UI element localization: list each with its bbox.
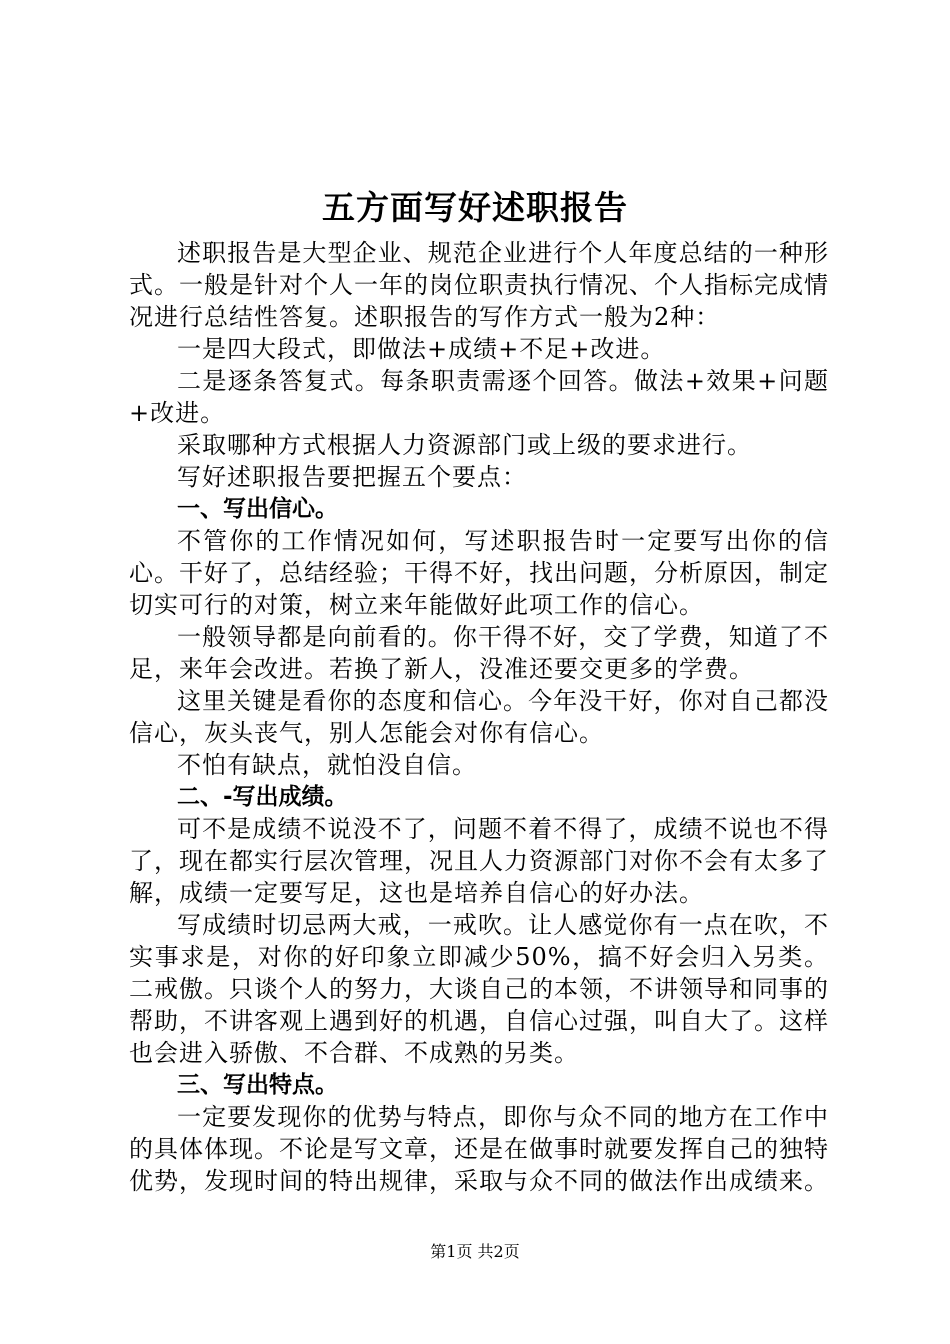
section-heading-confidence: 一、写出信心。: [177, 496, 338, 522]
paragraph-features-1: 一定要发现你的优势与特点，即你与众不同的地方在工作中的具体体现。不论是写文章，还是在做事时就要发挥自己的独特优势，发现时间的特出规律，采取与众不同的做法作出成绩来。: [129, 1103, 829, 1195]
paragraph-confidence-4: 不怕有缺点，就怕没自信。: [177, 751, 477, 779]
paragraph-method-choice: 采取哪种方式根据人力资源部门或上级的要求进行。: [177, 431, 752, 459]
paragraph-achievements-1: 可不是成绩不说没不了，问题不着不得了，成绩不说也不得了，现在都实行层次管理，况且人力资源部门对你不会有太多了解，成绩一定要写足，这也是培养自信心的好办法。: [129, 815, 829, 907]
section-heading-achievements: 二、-写出成绩。: [177, 784, 348, 810]
paragraph-key-points: 写好述职报告要把握五个要点：: [177, 463, 527, 491]
section-heading-features: 三、写出特点。: [177, 1072, 338, 1098]
document-body: [129, 237, 829, 1197]
paragraph-method-one: 一是四大段式，即做法+成绩+不足+改进。: [177, 335, 666, 363]
paragraph-confidence-3: 这里关键是看你的态度和信心。今年没干好，你对自己都没信心，灰头丧气，别人怎能会对你有信心。: [129, 687, 829, 747]
paragraph-intro: 述职报告是大型企业、规范企业进行个人年度总结的一种形式。一般是针对个人一年的岗位职责执行情况、个人指标完成情况进行总结性答复。述职报告的写作方式一般为2种：: [129, 239, 829, 331]
paragraph-method-two: 二是逐条答复式。每条职责需逐个回答。做法+效果+问题+改进。: [129, 367, 829, 427]
paragraph-confidence-1: 不管你的工作情况如何，写述职报告时一定要写出你的信心。干好了，总结经验；干得不好，找出问题，分析原因，制定切实可行的对策，树立来年能做好此项工作的信心。: [129, 527, 829, 619]
paragraph-achievements-2: 写成绩时切忌两大戒，一戒吹。让人感觉你有一点在吹，不实事求是，对你的好印象立即减少50%，搞不好会归入另类。二戒傲。只谈个人的努力，大谈自己的本领，不讲领导和同事的帮助，不讲客观上遇到好的机遇，自信心过强，叫自大了。这样也会进入骄傲、不合群、不成熟的另类。: [129, 911, 829, 1067]
document-title: 五方面写好述职报告: [322, 188, 628, 227]
page-number-footer: 第1页 共2页: [430, 1242, 520, 1261]
paragraph-confidence-2: 一般领导都是向前看的。你干得不好，交了学费，知道了不足，来年会改进。若换了新人，没准还要交更多的学费。: [129, 623, 829, 683]
